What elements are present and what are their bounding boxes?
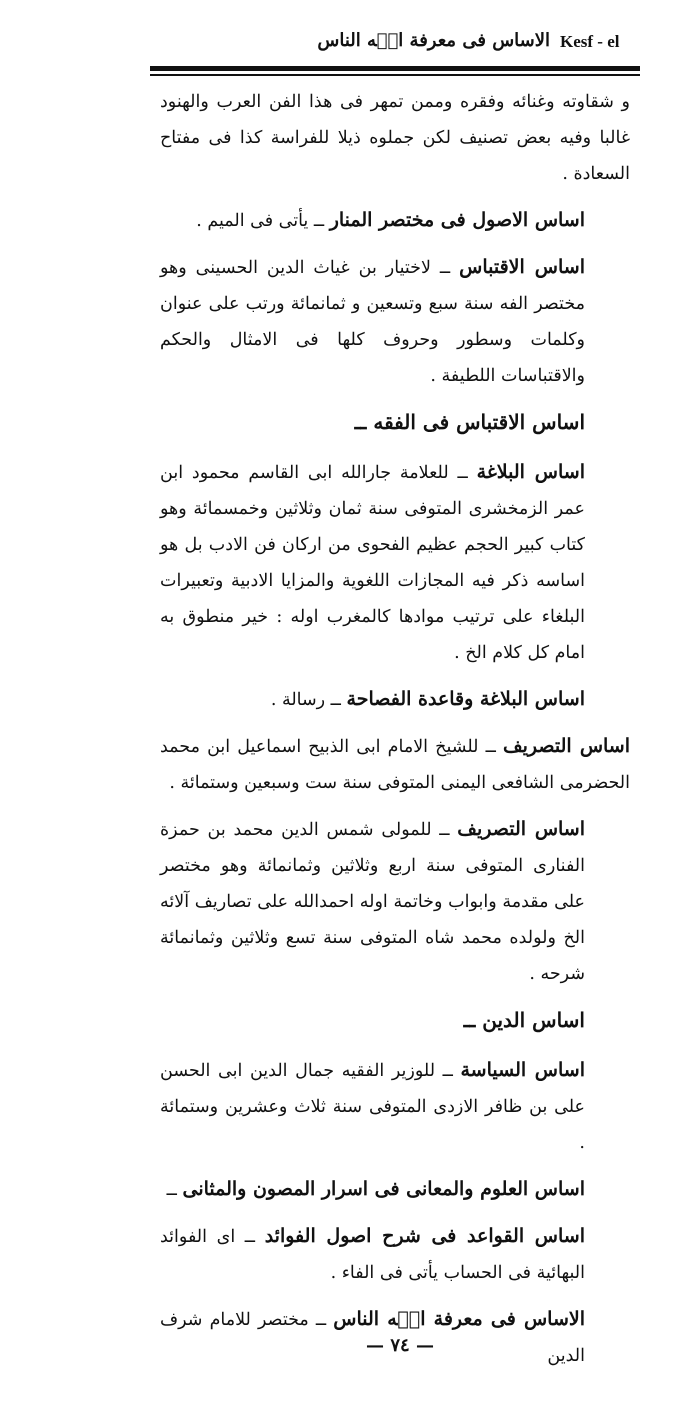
entry-text: ــ رسالة . — [270, 690, 341, 710]
entry-text: ــ مختصر للامام شرف الدين — [160, 1310, 585, 1366]
entry-text: ــ للمولى شمس الدين محمد بن حمزة الفنارى المتوفى سنة اربع وثلاثين وثمانمائة وهو مختصر على مقدمة وابواب وخاتمة اوله احمدالله على تصاريف آلائه الخ ولولده محمد شاه المتوفى سنة تسع وثلاثين وثمانمائة شرحه . — [160, 820, 585, 984]
entry-heading: اساس الاصول فى مختصر المنار — [329, 209, 585, 231]
entry-text: ــ يأتى فى الميم . — [196, 211, 325, 231]
entry-heading: اساس العلوم والمعانى فى اسرار المصون والمثانى — [182, 1178, 585, 1200]
header-rule-thick — [150, 66, 640, 71]
entry-text: ــ اى الفوائد البهائية فى الحساب يأتى فى الفاء . — [160, 1227, 585, 1283]
header-left-label: Kesf - el — [560, 32, 620, 51]
entry-heading: اساس القواعد فى شرح اصول الفوائد — [264, 1225, 585, 1247]
running-header — [150, 30, 640, 60]
entry-text: ــ للشيخ الامام ابى الذبيح اسماعيل ابن محمد الحضرمى الشافعى اليمنى المتوفى سنة ست وسبعين وستمائة . — [160, 737, 630, 793]
entry-text: ــ — [463, 1008, 476, 1032]
entry-heading: اساس السياسة — [460, 1059, 585, 1081]
header-title: الاساس فى معرفة الۤه الناس — [317, 30, 550, 51]
entry — [160, 1002, 630, 1038]
entry-heading: اساس الاقتباس فى الفقه — [373, 410, 585, 434]
entry — [160, 1171, 630, 1208]
entry-text: ــ — [166, 1180, 177, 1200]
entry-text: ــ للوزير الفقيه جمال الدين ابى الحسن على بن ظافر الازدى المتوفى سنة ثلاث وعشرين وستمائة . — [160, 1061, 585, 1153]
entry — [160, 249, 630, 394]
entry-heading: اساس التصريف — [502, 735, 630, 757]
entry-text: ــ لاختيار بن غياث الدين الحسينى وهو مختصر الفه سنة سبع وتسعين و ثمانمائة ورتب على عنوان وكلمات وسطور وحروف كلها فى الامثال والحكم والاقتباسات اللطيفة . — [160, 258, 585, 386]
entry — [160, 202, 630, 239]
entry-text: و شقاوته وغنائه وفقره وممن تمهر فى هذا الفن العرب والهنود غالبا وفيه بعض تصنيف لكن جملوه ذيلا للفراسة كذا فى مفتاح السعادة . — [160, 92, 630, 184]
entry-heading: اساس التصريف — [457, 818, 585, 840]
page-number: — ٧٤ — — [366, 1335, 434, 1356]
entry-heading: الاساس فى معرفة الۤه الناس — [333, 1308, 585, 1330]
entry — [160, 728, 630, 801]
entry-text: ــ للعلامة جارالله ابى القاسم محمود ابن عمر الزمخشرى المتوفى سنة ثمان وثلاثين وخمسمائة وهو كتاب كبير الحجم عظيم الفحوى من اركان فن الادب بل هو اساسه ذكر فيه المجازات اللغوية والمزايا الادبية وتعبيرات البلغاء على ترتيب موادها كالمغرب اوله : خير منطوق به امام كل كلام الخ . — [160, 463, 585, 663]
entry-continuation — [160, 84, 630, 192]
header-rule-thin — [150, 74, 640, 76]
entry — [160, 454, 630, 671]
entry — [160, 404, 630, 440]
entry-heading: اساس الاقتباس — [459, 256, 585, 278]
entry — [160, 811, 630, 992]
entry-heading: اساس البلاغة — [476, 461, 585, 483]
entry — [160, 1218, 630, 1291]
entry-heading: اساس البلاغة وقاعدة الفصاحة — [346, 688, 585, 710]
entry-heading: اساس الدين — [482, 1008, 585, 1032]
page-body — [160, 84, 630, 1384]
entry — [160, 1052, 630, 1161]
entry-text: ــ — [354, 410, 367, 434]
entry — [160, 681, 630, 718]
